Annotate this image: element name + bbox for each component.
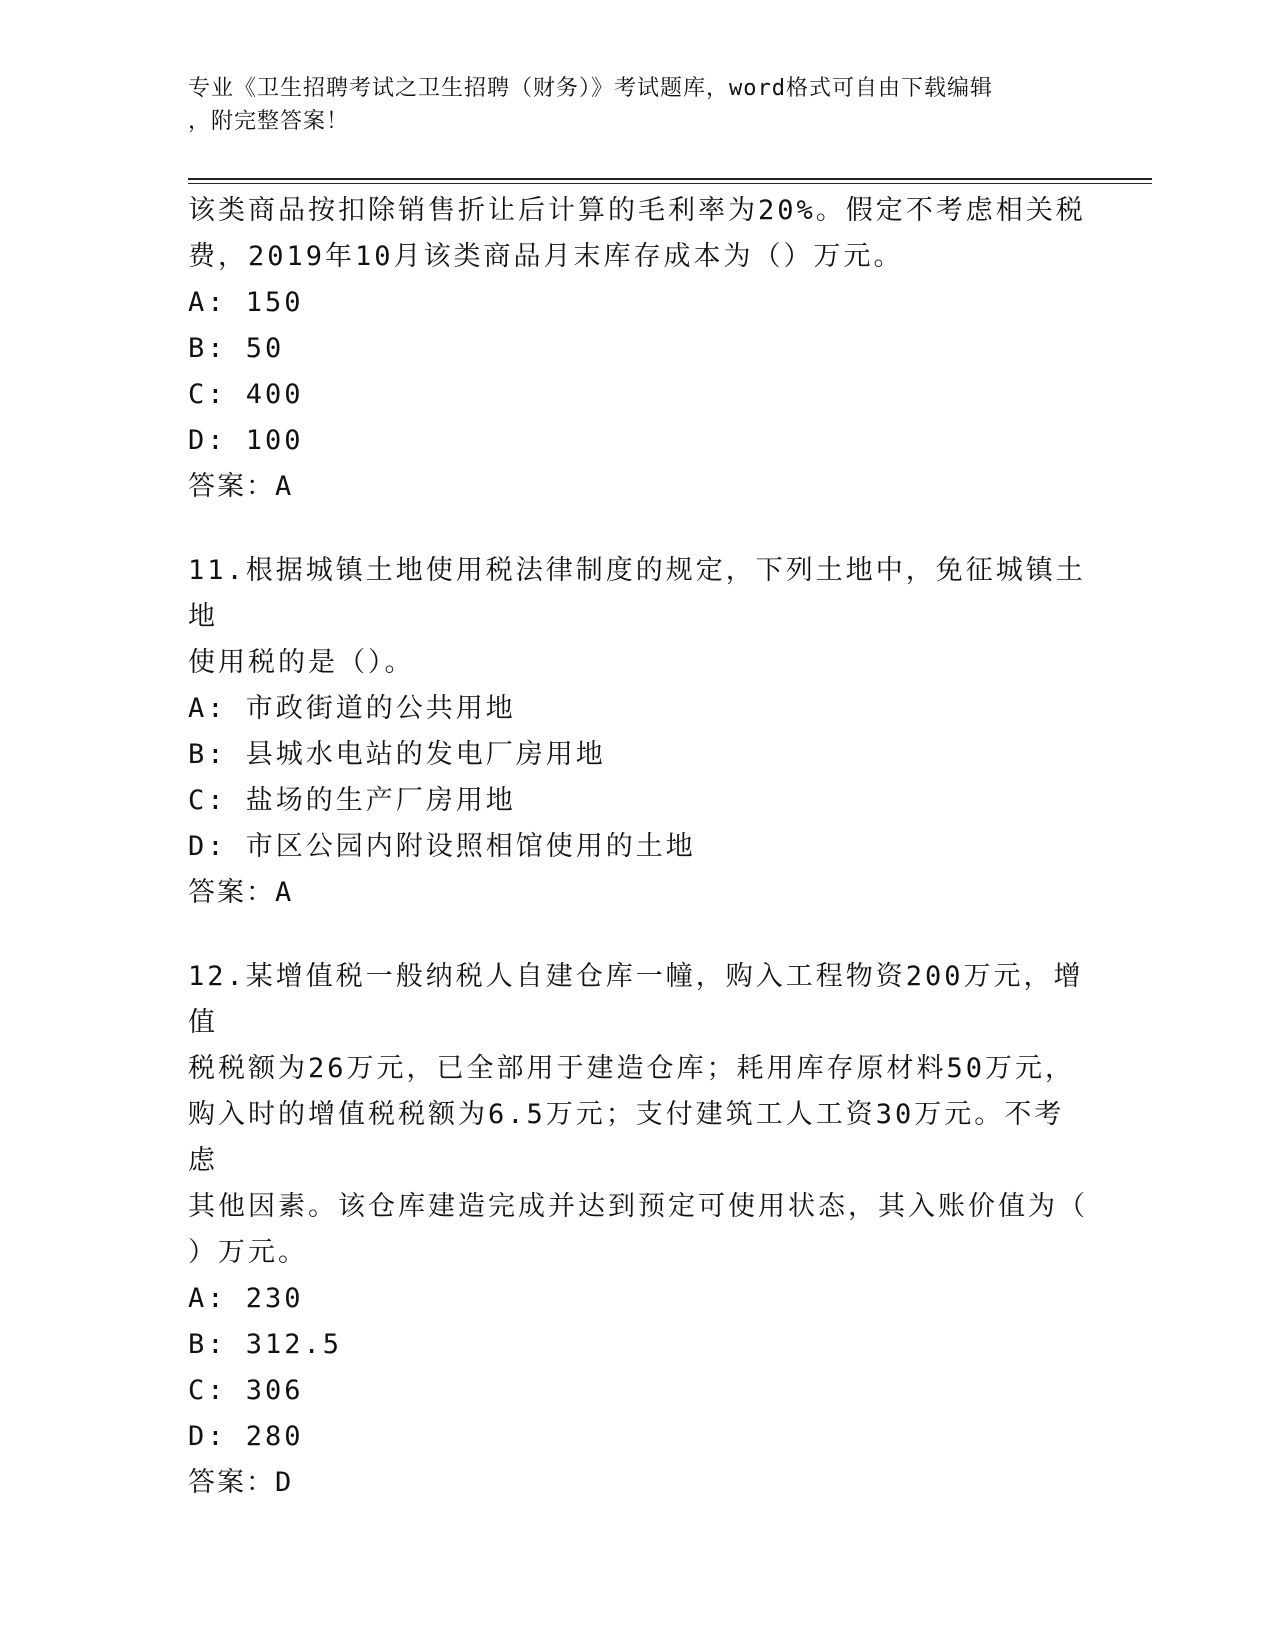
option-label: B: <box>188 333 227 364</box>
option-b <box>188 326 1088 372</box>
option-text: 盐场的生产厂房用地 <box>245 785 516 816</box>
option-text: 312.5 <box>245 1329 343 1360</box>
question-text-line: 购入时的增值税税额为6.5万元；支付建筑工人工资30万元。不考虑 <box>188 1099 1065 1176</box>
answer-value: D <box>275 1467 294 1498</box>
question-text-line: 使用税的是（）。 <box>188 647 415 678</box>
option-text: 306 <box>245 1375 304 1406</box>
question-block <box>188 954 1088 1506</box>
header-line-1: 专业《卫生招聘考试之卫生招聘（财务）》考试题库，word格式可自由下载编辑 <box>188 76 993 101</box>
option-label: C: <box>188 785 227 816</box>
answer-label: 答案： <box>188 1467 275 1498</box>
answer-line <box>188 870 1088 916</box>
answer-label: 答案： <box>188 877 275 908</box>
option-label: D: <box>188 831 227 862</box>
option-c <box>188 1368 1088 1414</box>
question-text-line: 11.根据城镇土地使用税法律制度的规定，下列土地中，免征城镇土地 <box>188 555 1086 632</box>
option-c <box>188 372 1088 418</box>
option-label: C: <box>188 1375 227 1406</box>
question-list <box>188 188 1088 1544</box>
option-label: C: <box>188 379 227 410</box>
option-label: D: <box>188 425 227 456</box>
option-d <box>188 824 1088 870</box>
option-b <box>188 1322 1088 1368</box>
option-d <box>188 1414 1088 1460</box>
document-header <box>188 72 1068 138</box>
question-text-line: 其他因素。该仓库建造完成并达到预定可使用状态，其入账价值为（ <box>188 1191 1088 1222</box>
question-text <box>188 954 1088 1276</box>
question-block <box>188 188 1088 510</box>
question-text-line: 税税额为26万元，已全部用于建造仓库；耗用库存原材料50万元， <box>188 1053 1076 1084</box>
question-block <box>188 548 1088 916</box>
option-label: B: <box>188 739 227 770</box>
option-text: 150 <box>245 287 304 318</box>
question-text <box>188 548 1088 686</box>
question-text-line: ）万元。 <box>188 1237 308 1268</box>
option-c <box>188 778 1088 824</box>
option-text: 280 <box>245 1421 304 1452</box>
question-text <box>188 188 1088 280</box>
option-text: 市区公园内附设照相馆使用的土地 <box>245 831 696 862</box>
option-text: 县城水电站的发电厂房用地 <box>245 739 606 770</box>
option-a <box>188 280 1088 326</box>
answer-line <box>188 464 1088 510</box>
option-b <box>188 732 1088 778</box>
answer-line <box>188 1460 1088 1506</box>
option-d <box>188 418 1088 464</box>
header-divider-thick <box>188 178 1152 180</box>
option-label: A: <box>188 1283 227 1314</box>
question-text-line: 该类商品按扣除销售折让后计算的毛利率为20%。假定不考虑相关税 <box>188 195 1086 226</box>
option-a <box>188 1276 1088 1322</box>
option-text: 市政街道的公共用地 <box>245 693 516 724</box>
option-text: 400 <box>245 379 304 410</box>
option-label: A: <box>188 287 227 318</box>
option-label: B: <box>188 1329 227 1360</box>
option-label: D: <box>188 1421 227 1452</box>
answer-value: A <box>275 877 294 908</box>
option-a <box>188 686 1088 732</box>
answer-label: 答案： <box>188 471 275 502</box>
option-text: 50 <box>245 333 285 364</box>
answer-value: A <box>275 471 294 502</box>
question-text-line: 12.某增值税一般纳税人自建仓库一幢，购入工程物资200万元，增值 <box>188 961 1084 1038</box>
option-label: A: <box>188 693 227 724</box>
option-text: 100 <box>245 425 304 456</box>
header-line-2: ，附完整答案！ <box>188 109 350 134</box>
option-text: 230 <box>245 1283 304 1314</box>
question-text-line: 费，2019年10月该类商品月末库存成本为（）万元。 <box>188 241 904 272</box>
header-divider-thin <box>188 183 1152 184</box>
